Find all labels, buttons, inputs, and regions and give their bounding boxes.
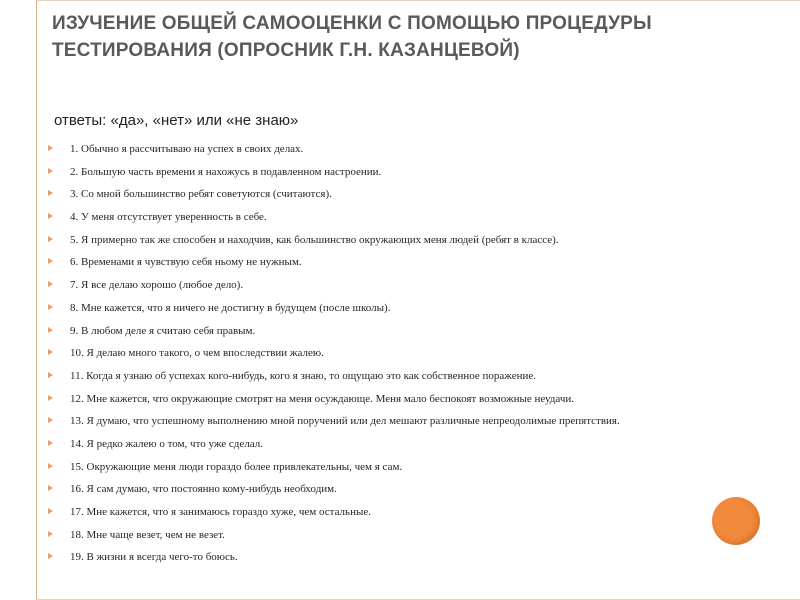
slide-title: ИЗУЧЕНИЕ ОБЩЕЙ САМООЦЕНКИ С ПОМОЩЬЮ ПРОЦЕДУРЫ ТЕСТИРОВАНИЯ (ОПРОСНИК Г.Н. КАЗАНЦЕВОЙ)	[52, 13, 652, 61]
list-item-text: 16. Я сам думаю, что постоянно кому-нибудь необходим.	[70, 483, 337, 496]
list-item-text: 15. Окружающие меня люди гораздо более привлекательны, чем я сам.	[70, 460, 403, 473]
list-item-text: 6. Временами я чувствую себя ньому не нужным.	[70, 256, 302, 269]
list-item	[48, 525, 768, 548]
list-item	[48, 162, 768, 185]
list-item	[48, 434, 768, 457]
frame-top-line	[36, 0, 800, 1]
question-list	[48, 139, 768, 570]
list-item-text: 2. Большую часть времени я нахожусь в подавленном настроении.	[70, 165, 382, 178]
triangle-bullet-icon	[48, 395, 53, 401]
list-item	[48, 411, 768, 434]
list-item	[48, 139, 768, 162]
triangle-bullet-icon	[48, 553, 53, 559]
list-item	[48, 457, 768, 480]
list-item-text: 7. Я все делаю хорошо (любое дело).	[70, 279, 244, 292]
triangle-bullet-icon	[48, 327, 53, 333]
list-item-text: 4. У меня отсутствует уверенность в себе.	[70, 211, 267, 224]
list-item-text: 13. Я думаю, что успешному выполнению мной поручений или дел мешают различные непреодолимые препятствия.	[70, 415, 620, 428]
triangle-bullet-icon	[48, 168, 53, 174]
list-item-text: 5. Я примерно так же способен и находчив, как большинство окружающих меня людей (ребят в классе).	[70, 233, 559, 246]
list-item-text: 19. В жизни я всегда чего-то боюсь.	[70, 551, 238, 564]
triangle-bullet-icon	[48, 145, 53, 151]
list-item-text: 12. Мне кажется, что окружающие смотрят на меня осуждающе. Меня мало беспокоят возможные неудачи.	[70, 392, 575, 405]
triangle-bullet-icon	[48, 213, 53, 219]
list-item	[48, 298, 768, 321]
list-item	[48, 389, 768, 412]
list-item	[48, 479, 768, 502]
triangle-bullet-icon	[48, 281, 53, 287]
list-item	[48, 230, 768, 253]
list-item-text: 18. Мне чаще везет, чем не везет.	[70, 528, 225, 541]
triangle-bullet-icon	[48, 349, 53, 355]
list-item	[48, 343, 768, 366]
triangle-bullet-icon	[48, 440, 53, 446]
triangle-bullet-icon	[48, 258, 53, 264]
list-item-text: 10. Я делаю много такого, о чем впоследствии жалею.	[70, 347, 324, 360]
triangle-bullet-icon	[48, 485, 53, 491]
list-item	[48, 275, 768, 298]
triangle-bullet-icon	[48, 531, 53, 537]
list-item	[48, 502, 768, 525]
list-item	[48, 366, 768, 389]
triangle-bullet-icon	[48, 304, 53, 310]
list-item	[48, 547, 768, 570]
list-item-text: 11. Когда я узнаю об успехах кого-нибудь, кого я знаю, то ощущаю это как собственное поражение.	[70, 369, 537, 382]
triangle-bullet-icon	[48, 508, 53, 514]
list-item-text: 9. В любом деле я считаю себя правым.	[70, 324, 256, 337]
slide-subtitle: ответы: «да», «нет» или «не знаю»	[54, 112, 299, 129]
list-item-text: 3. Со мной большинство ребят советуются (считаются).	[70, 188, 332, 201]
list-item	[48, 321, 768, 344]
triangle-bullet-icon	[48, 236, 53, 242]
list-item	[48, 184, 768, 207]
list-item	[48, 207, 768, 230]
triangle-bullet-icon	[48, 417, 53, 423]
triangle-bullet-icon	[48, 190, 53, 196]
triangle-bullet-icon	[48, 463, 53, 469]
orange-circle-decoration	[712, 497, 760, 545]
list-item	[48, 252, 768, 275]
list-item-text: 14. Я редко жалею о том, что уже сделал.	[70, 437, 263, 450]
triangle-bullet-icon	[48, 372, 53, 378]
list-item-text: 17. Мне кажется, что я занимаюсь гораздо хуже, чем остальные.	[70, 506, 371, 518]
list-item-text: 1. Обычно я рассчитываю на успех в своих делах.	[70, 143, 304, 155]
list-item-text: 8. Мне кажется, что я ничего не достигну в будущем (после школы).	[70, 301, 391, 314]
